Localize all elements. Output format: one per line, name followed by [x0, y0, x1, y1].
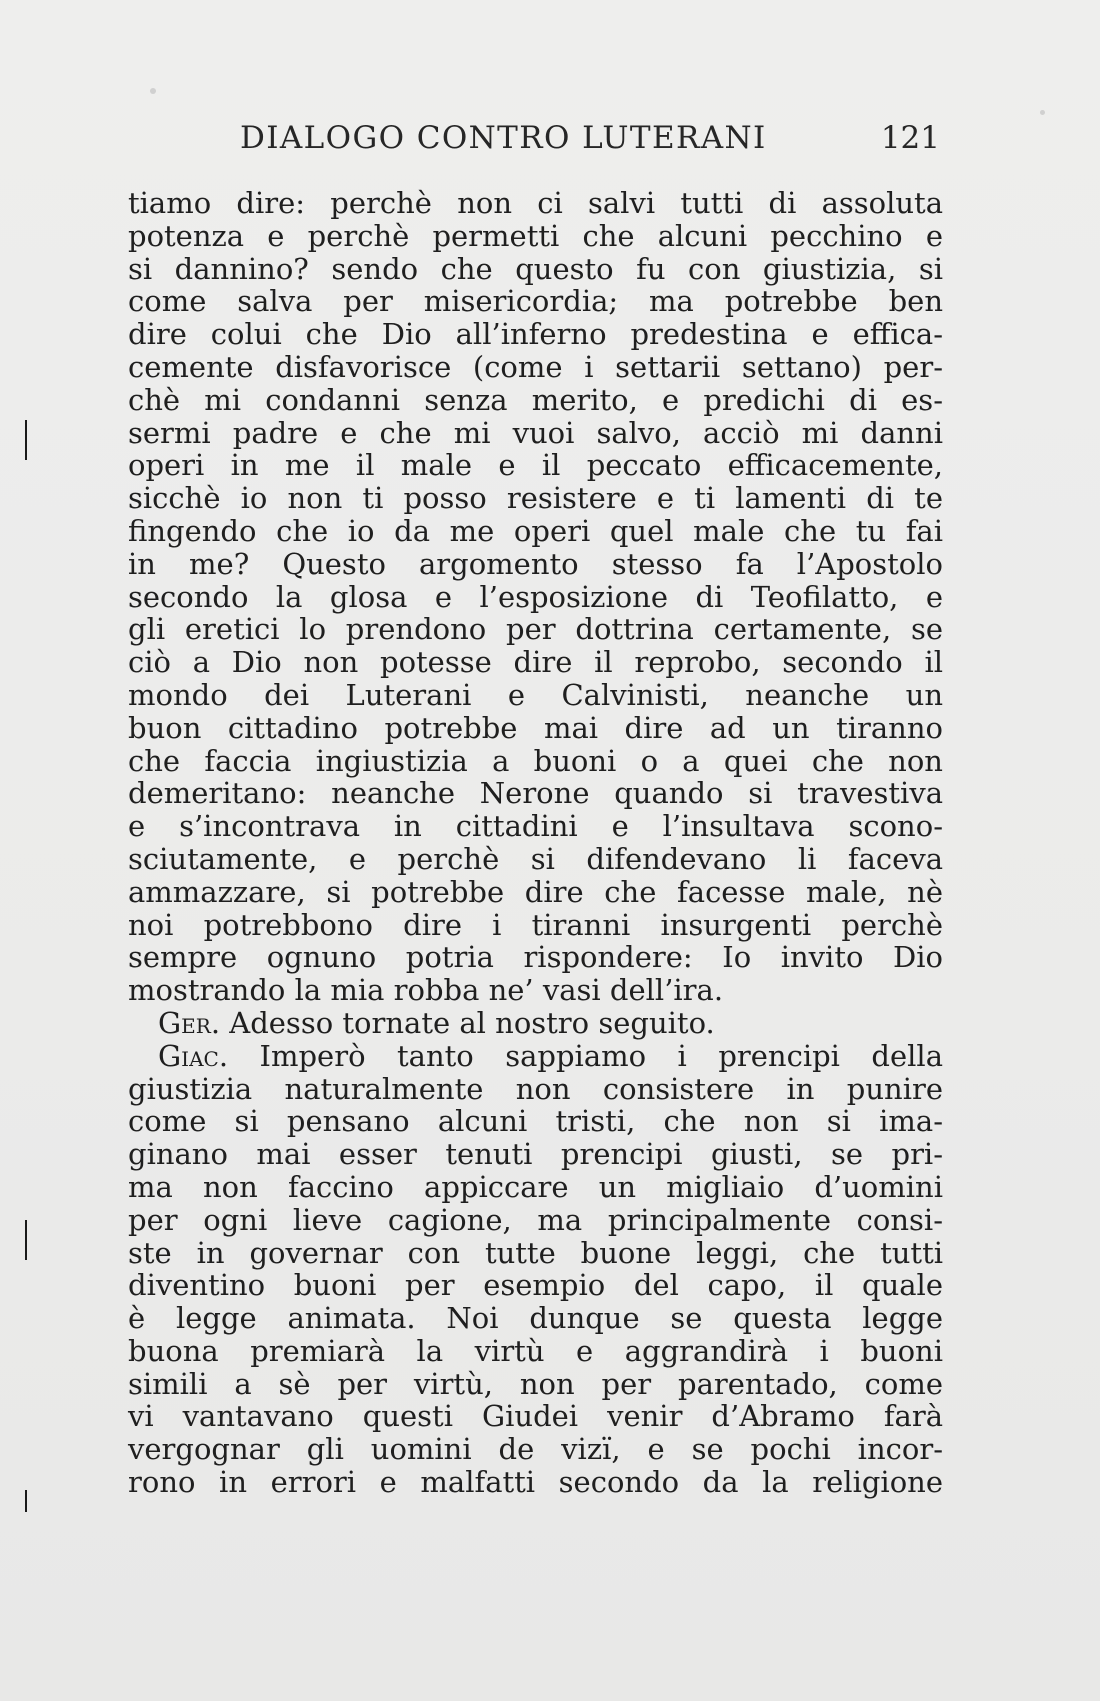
text-line: giustizia naturalmente non consistere in punire	[128, 1071, 943, 1106]
text-line: mondo dei Luterani e Calvinisti, neanche un	[128, 677, 943, 712]
text-line: sicchè io non ti posso resistere e ti lamenti di te	[128, 481, 943, 516]
text-line: dire colui che Dio all’inferno predestina e effica-	[128, 317, 943, 352]
text-line: simili a sè per virtù, non per parentado, come	[128, 1366, 943, 1401]
text-line: vergognar gli uomini de vizï, e se pochi incor-	[128, 1432, 943, 1467]
scan-speck	[1040, 110, 1045, 115]
text-line: ciò a Dio non potesse dire il reprobo, secondo il	[128, 645, 943, 680]
running-title: DIALOGO CONTRO LUTERANI	[240, 120, 767, 156]
text-line: diventino buoni per esempio del capo, il quale	[128, 1268, 943, 1303]
dialogue-line-giac	[128, 1040, 943, 1073]
speaker-giac: Giac.	[158, 1038, 229, 1073]
text-line: sermi padre e che mi vuoi salvo, acciò mi danni	[128, 415, 943, 450]
text-line: mostrando la mia robba ne’ vasi dell’ira.	[128, 973, 724, 1008]
text-line: gli eretici lo prendono per dottrina certamente, se	[128, 612, 943, 647]
text-line: fingendo che io da me operi quel male che tu fai	[128, 513, 943, 548]
text-line: come si pensano alcuni tristi, che non si ima-	[128, 1104, 943, 1139]
page-header	[240, 120, 940, 168]
text-line: ste in governar con tutte buone leggi, che tutti	[128, 1235, 943, 1270]
scan-mark-left-2	[25, 1220, 27, 1260]
scan-speck	[150, 88, 156, 94]
ger-text: Adesso tornate al nostro seguito.	[229, 1005, 715, 1040]
page-number: 121	[880, 120, 940, 156]
text-line: è legge animata. Noi dunque se questa legge	[128, 1301, 943, 1336]
text-line: ginano mai esser tenuti prencipi giusti, se pri-	[128, 1137, 943, 1172]
text-line: in me? Questo argomento stesso fa l’Apostolo	[128, 546, 943, 581]
text-line: buon cittadino potrebbe mai dire ad un tiranno	[128, 710, 943, 745]
text-line: sciutamente, e perchè si difendevano li faceva	[128, 841, 943, 876]
text-line: operi in me il male e il peccato efficacemente,	[128, 448, 943, 483]
text-line: si dannino? sendo che questo fu con giustizia, si	[128, 251, 943, 286]
text-line: buona premiarà la virtù e aggrandirà i buoni	[128, 1333, 943, 1368]
text-line: secondo la glosa e l’esposizione di Teofilatto, e	[128, 579, 943, 614]
text-line: potenza e perchè permetti che alcuni pecchino e	[128, 218, 943, 253]
scan-mark-left-3	[25, 1490, 27, 1512]
text-line: per ogni lieve cagione, ma principalmente consi-	[128, 1202, 943, 1237]
text-line: tiamo dire: perchè non ci salvi tutti di assoluta	[128, 186, 943, 220]
speaker-ger: Ger.	[158, 1005, 221, 1040]
text-line: demeritano: neanche Nerone quando si travestiva	[128, 776, 943, 811]
text-line: come salva per misericordia; ma potrebbe ben	[128, 284, 943, 319]
text-line: sempre ognuno potria rispondere: Io invito Dio	[128, 940, 943, 975]
text-line: che faccia ingiustizia a buoni o a quei che non	[128, 743, 943, 778]
text-line: noi potrebbono dire i tiranni insurgenti perchè	[128, 907, 943, 942]
scan-mark-left-1	[25, 420, 27, 460]
text-line: vi vantavano questi Giudei venir d’Abramo farà	[128, 1399, 943, 1434]
dialogue-line-ger	[128, 1007, 943, 1040]
text-line: cemente disfavorisce (come i settarii settano) per-	[128, 349, 943, 384]
text-line: rono in errori e malfatti secondo da la religione	[128, 1465, 943, 1500]
giac-text: Imperò tanto sappiamo i prencipi della	[259, 1038, 943, 1073]
text-line: ammazzare, si potrebbe dire che facesse male, nè	[128, 874, 943, 909]
text-line: chè mi condanni senza merito, e predichi di es-	[128, 382, 943, 417]
body-text	[128, 187, 943, 1499]
text-line: e s’incontrava in cittadini e l’insultava scono-	[128, 809, 943, 844]
text-line: ma non faccino appiccare un migliaio d’uomini	[128, 1169, 943, 1204]
